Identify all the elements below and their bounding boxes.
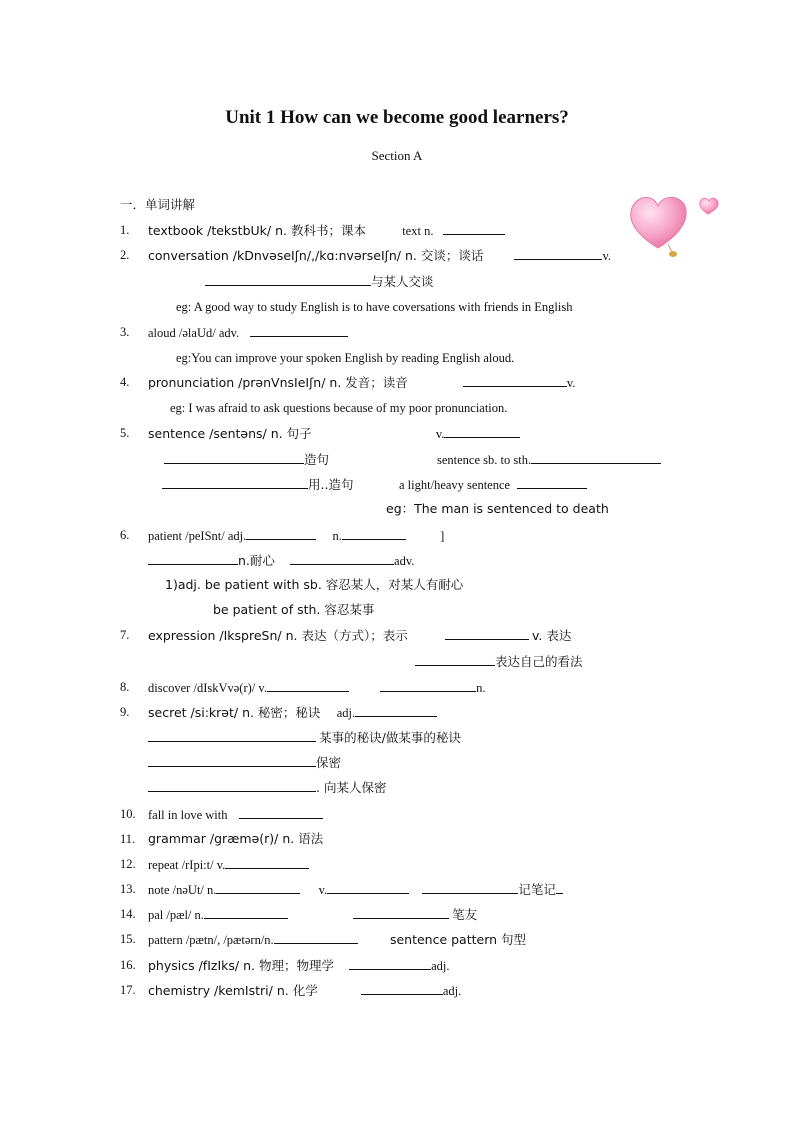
vocab-phrase: 某事的秘诀/做某事的秘诀	[319, 730, 461, 745]
item-number: 5.	[120, 426, 130, 440]
answer-blank[interactable]	[445, 627, 529, 640]
example-sentence: eg: A good way to study English is to have coversations with friends in English	[176, 300, 573, 314]
answer-blank[interactable]	[353, 906, 449, 919]
answer-blank[interactable]	[327, 881, 409, 894]
vocab-prompt: n.	[476, 681, 486, 695]
vocab-prompt: adj.	[431, 959, 450, 973]
answer-blank[interactable]	[342, 527, 406, 540]
vocab-prompt: v.	[318, 883, 328, 897]
item-number: 8.	[120, 680, 130, 694]
vocab-entry: note /nəUt/ n.	[148, 883, 217, 897]
vocab-entry: physics /fIzIks/ n. 物理；物理学	[148, 958, 334, 973]
vocab-phrase: 记笔记	[518, 882, 556, 897]
answer-blank[interactable]	[216, 881, 300, 894]
vocab-entry: conversation /kDnvəseIʃn/,/kɑ:nvərseIʃn/ n. 交谈；谈话	[148, 248, 484, 263]
vocab-entry: patient /peISnt/ adj.	[148, 529, 247, 543]
vocab-phrase: sentence sb. to sth.	[437, 453, 532, 467]
vocab-item	[148, 806, 323, 823]
vocab-subline	[415, 653, 583, 670]
vocab-entry: textbook /tekstbUk/ n. 教科书；课本	[148, 223, 366, 238]
item-number: 15.	[120, 932, 136, 946]
vocab-item	[148, 374, 575, 391]
item-number: 4.	[120, 375, 130, 389]
item-number: 7.	[120, 628, 130, 642]
vocab-entry: repeat /rIpi:t/ v.	[148, 858, 226, 872]
vocab-subline	[164, 451, 329, 468]
vocab-prompt: text n.	[402, 224, 434, 238]
vocab-prompt: v.	[566, 376, 576, 390]
answer-blank[interactable]	[355, 704, 437, 717]
vocab-subline	[399, 476, 587, 493]
vocab-subline	[148, 729, 461, 746]
answer-blank[interactable]	[290, 552, 394, 565]
answer-blank[interactable]	[239, 806, 323, 819]
section-heading: 一．单词讲解	[120, 197, 196, 212]
vocab-prompt: n.	[332, 529, 342, 543]
vocab-prompt: v. 表达	[531, 628, 572, 643]
answer-blank[interactable]	[415, 653, 495, 666]
vocab-entry: aloud /əlaUd/ adv.	[148, 326, 240, 340]
vocab-entry: pattern /pætn/, /pætərn/n.	[148, 933, 274, 947]
vocab-item	[148, 527, 444, 544]
answer-blank[interactable]	[148, 552, 238, 565]
vocab-item	[148, 931, 526, 948]
vocab-subline	[205, 273, 434, 290]
answer-blank[interactable]	[556, 881, 563, 894]
answer-blank[interactable]	[349, 957, 431, 970]
answer-blank[interactable]	[246, 527, 316, 540]
vocab-prompt: v.	[435, 427, 445, 441]
answer-blank[interactable]	[205, 273, 371, 286]
answer-blank[interactable]	[531, 451, 661, 464]
item-number: 17.	[120, 983, 136, 997]
answer-blank[interactable]	[164, 451, 304, 464]
vocab-entry: pal /pæl/ n.	[148, 908, 204, 922]
vocab-phrase: 保密	[316, 755, 342, 770]
answer-blank[interactable]	[148, 729, 316, 742]
answer-blank[interactable]	[148, 779, 316, 792]
vocab-item	[148, 679, 485, 696]
vocab-item	[148, 324, 348, 341]
bracket-mark: ]	[440, 529, 445, 543]
example-sentence: eg:You can improve your spoken English by reading English aloud.	[176, 351, 515, 365]
answer-blank[interactable]	[422, 881, 518, 894]
vocab-phrase: n.耐心	[238, 553, 275, 568]
vocab-phrase: 造句	[304, 452, 330, 467]
answer-blank[interactable]	[274, 931, 358, 944]
vocab-phrase: 笔友	[452, 907, 478, 922]
vocab-item	[148, 881, 563, 898]
vocab-usage: be patient of sth. 容忍某事	[213, 602, 375, 617]
vocab-prompt: v.	[602, 249, 612, 263]
vocab-item	[148, 957, 449, 974]
item-number: 11.	[120, 832, 136, 846]
vocab-item	[148, 425, 520, 442]
vocab-entry: grammar /græmə(r)/ n. 语法	[148, 831, 324, 846]
answer-blank[interactable]	[204, 906, 288, 919]
answer-blank[interactable]	[225, 856, 309, 869]
vocab-phrase: 表达自己的看法	[495, 654, 583, 669]
vocab-phrase: . 向某人保密	[316, 780, 387, 795]
vocab-subline	[437, 451, 661, 468]
item-number: 10.	[120, 807, 136, 821]
vocab-subline	[162, 476, 353, 493]
example-sentence: eg: I was afraid to ask questions because of my poor pronunciation.	[170, 401, 508, 415]
vocab-phrase: sentence pattern 句型	[389, 932, 527, 947]
vocab-item	[148, 856, 309, 873]
answer-blank[interactable]	[463, 374, 567, 387]
answer-blank[interactable]	[267, 679, 349, 692]
item-number: 6.	[120, 528, 130, 542]
answer-blank[interactable]	[443, 222, 505, 235]
page-subtitle: Section A	[371, 148, 423, 163]
answer-blank[interactable]	[444, 425, 520, 438]
vocab-phrase: a light/heavy sentence	[399, 478, 511, 492]
vocab-entry: secret /si:krət/ n. 秘密；秘诀	[148, 705, 321, 720]
vocab-phrase: 与某人交谈	[371, 274, 434, 289]
item-number: 9.	[120, 705, 130, 719]
answer-blank[interactable]	[514, 247, 602, 260]
vocab-item	[148, 704, 437, 721]
vocab-item	[148, 982, 461, 999]
item-number: 16.	[120, 958, 136, 972]
heart-balloon-icon	[624, 192, 724, 262]
item-number: 13.	[120, 882, 136, 896]
vocab-entry: expression /IkspreSn/ n. 表达（方式）；表示	[148, 628, 408, 643]
answer-blank[interactable]	[162, 476, 308, 489]
answer-blank[interactable]	[517, 476, 587, 489]
item-number: 2.	[120, 248, 130, 262]
vocab-entry: discover /dIskVvə(r)/ v.	[148, 681, 267, 695]
vocab-subline	[148, 754, 341, 771]
vocab-usage: 1)adj. be patient with sb. 容忍某人，对某人有耐心	[165, 577, 464, 592]
item-number: 12.	[120, 857, 136, 871]
item-number: 3.	[120, 325, 130, 339]
answer-blank[interactable]	[361, 982, 443, 995]
vocab-subline	[148, 779, 386, 796]
vocab-entry: sentence /sentəns/ n. 句子	[148, 426, 312, 441]
vocab-item	[148, 222, 505, 239]
vocab-subline	[148, 552, 414, 569]
vocab-item	[148, 627, 571, 644]
vocab-entry: chemistry /kemIstri/ n. 化学	[148, 983, 318, 998]
item-number: 14.	[120, 907, 136, 921]
vocab-item	[148, 906, 477, 923]
vocab-prompt: adv.	[394, 554, 415, 568]
answer-blank[interactable]	[250, 324, 348, 337]
page-title: Unit 1 How can we become good learners?	[225, 107, 569, 128]
vocab-item	[148, 247, 611, 264]
vocab-phrase: 用..造句	[308, 477, 354, 492]
vocab-entry: pronunciation /prənVnsIeIʃn/ n. 发音；读音	[148, 375, 408, 390]
example-sentence: eg：The man is sentenced to death	[386, 501, 609, 516]
item-number: 1.	[120, 223, 130, 237]
vocab-entry: fall in love with	[148, 808, 228, 822]
answer-blank[interactable]	[148, 754, 316, 767]
vocab-prompt: adj.	[442, 984, 462, 998]
vocab-prompt: adj.	[336, 706, 356, 720]
answer-blank[interactable]	[380, 679, 476, 692]
